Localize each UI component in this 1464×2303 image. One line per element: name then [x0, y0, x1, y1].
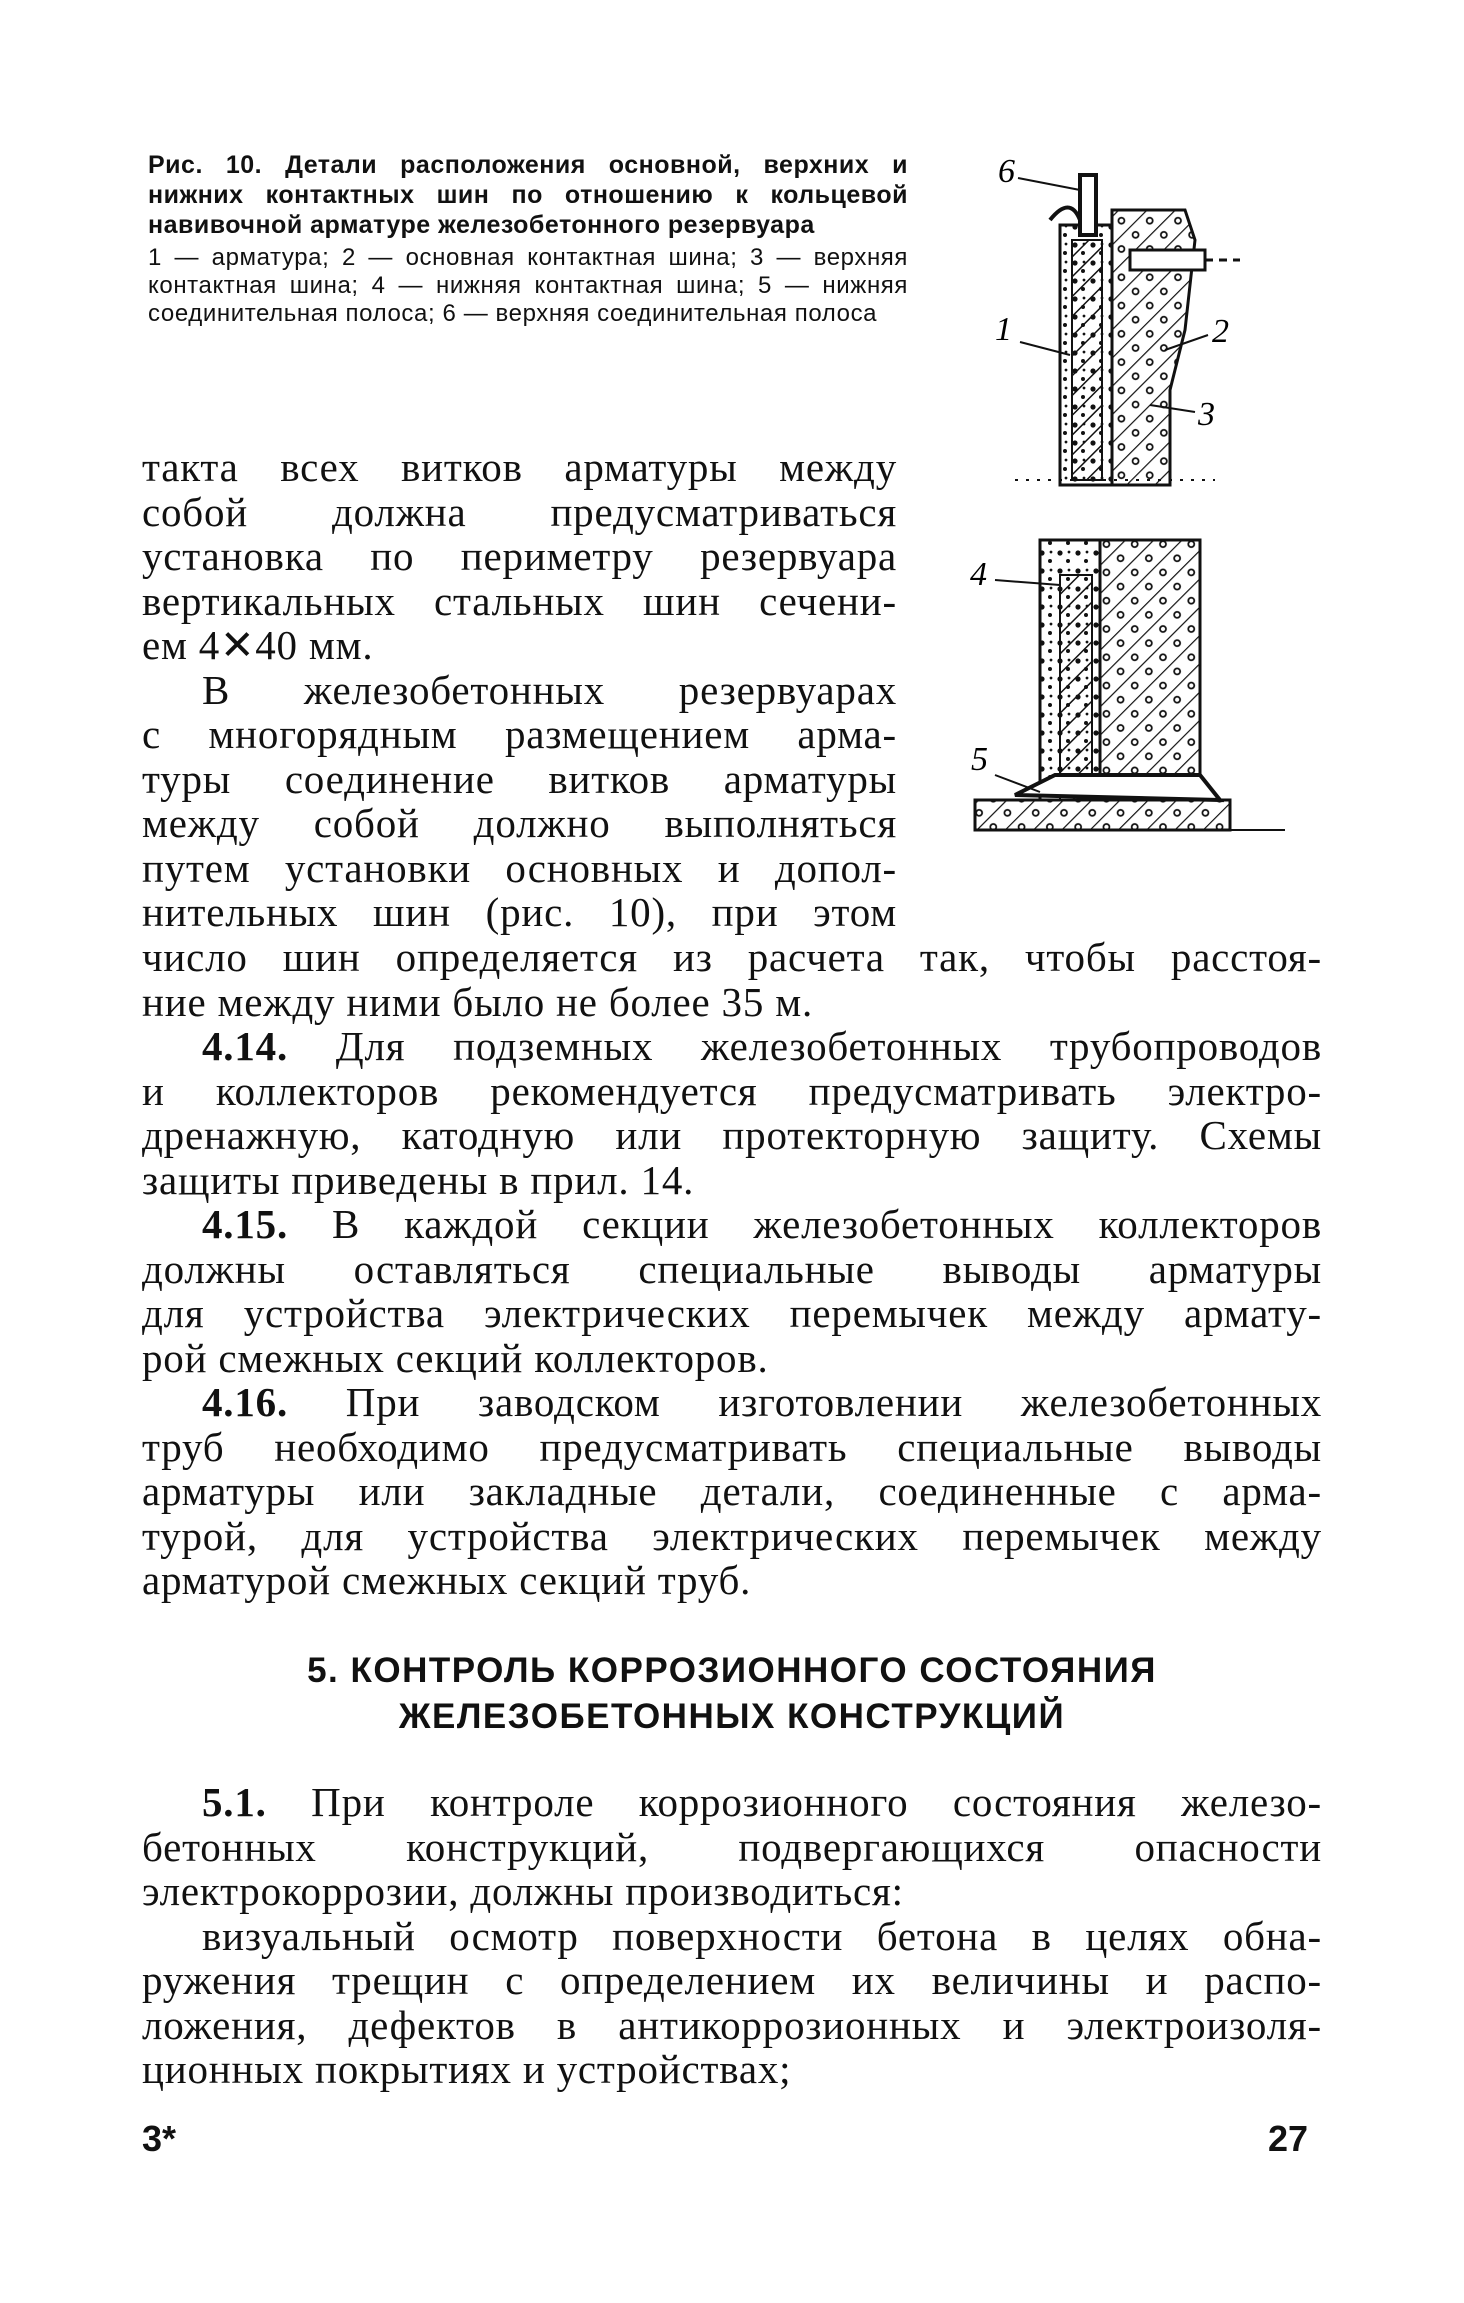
text-line: установка по периметру резервуара [142, 533, 897, 579]
section-5-text [142, 1780, 1322, 2092]
text-line: между собой должно выполняться [142, 800, 897, 846]
wall-inner-concrete-bottom [1100, 540, 1200, 800]
text-line: такта всех витков арматуры между [142, 444, 897, 490]
armature-zone [1072, 240, 1102, 480]
text-span: При контроле коррозионного состояния железо- [266, 1779, 1322, 1825]
text-line: арматурой смежных секций труб. [142, 1557, 752, 1603]
text-line: ние между ними было не более 35 м. [142, 978, 814, 1025]
text-line: туры соединение витков арматуры [142, 755, 897, 802]
text-line: собой должна предусматриваться [142, 488, 897, 535]
text-line: защиты приведены в прил. 14. [142, 1156, 695, 1203]
text-line: вертикальных стальных шин сечени- [142, 577, 897, 624]
body-text-full [142, 935, 1322, 1603]
text-line: и коллекторов рекомендуется предусматривать электро- [142, 1067, 1322, 1114]
text-line: турой, для устройства электрических перемычек между [142, 1512, 1322, 1559]
figure-label-5: 5 [971, 741, 988, 778]
footer-signature-mark: 3* [142, 2118, 177, 2159]
text-line: арматуры или закладные детали, соединенные с арма- [142, 1468, 1322, 1514]
text-span: Для подземных железобетонных трубопроводов [288, 1023, 1322, 1069]
text-line: бетонных конструкций, подвергающихся опасности [142, 1823, 1322, 1870]
text-line: труб необходимо предусматривать специальные выводы [142, 1423, 1322, 1470]
paragraph-number: 5.1. [202, 1779, 267, 1825]
figure-title-text: Детали расположения основной, верхних и нижних контактных шин по отношению к кольцевой навивочной арматуре железобетонного резервуара [148, 151, 909, 239]
text-line: В железобетонных резервуарах [202, 666, 897, 713]
section-heading-line-1: 5. КОНТРОЛЬ КОРРОЗИОННОГО СОСТОЯНИЯ [307, 1651, 1157, 1690]
figure-top-detail [980, 150, 1310, 510]
text-line: с многорядным размещением арма- [142, 711, 897, 757]
paragraph-5-1-first-line [142, 1780, 1322, 1825]
figure-label-6: 6 [998, 153, 1015, 190]
bottom-connecting-strip [1015, 775, 1220, 800]
figure-label-2: 2 [1212, 313, 1229, 350]
page-number: 27 [1268, 2118, 1309, 2159]
paragraph-number: 4.15. [202, 1201, 288, 1247]
text-line: рой смежных секций коллекторов. [142, 1334, 769, 1381]
text-span: В каждой секции железобетонных коллекторов [288, 1201, 1322, 1247]
text-line: ложения, дефектов в антикоррозионных и электроизоля- [142, 2001, 1322, 2048]
text-line: для устройства электрических перемычек между армату- [142, 1290, 1322, 1336]
body-text-narrow [142, 445, 897, 935]
text-line: ем 4✕40 мм. [142, 622, 374, 668]
text-line: электрокоррозии, должны производиться: [142, 1868, 904, 1914]
text-line: ционных покрытиях и устройствах; [142, 2046, 792, 2092]
figure-bottom-detail [965, 530, 1305, 860]
figure-label-1: 1 [995, 311, 1012, 348]
figure-caption-title [148, 150, 908, 240]
text-line: должны оставляться специальные выводы арматуры [142, 1245, 1322, 1292]
section-heading [142, 1648, 1322, 1740]
text-line: число шин определяется из расчета так, чтобы расстоя- [142, 934, 1322, 980]
text-span: При заводском изготовлении железобетонных [288, 1379, 1322, 1425]
text-line: нительных шин (рис. 10), при этом [142, 889, 897, 935]
text-line: путем установки основных и допол- [142, 844, 897, 891]
paragraph-4-15-first-line [142, 1202, 1322, 1247]
section-heading-line-2: ЖЕЛЕЗОБЕТОННЫХ КОНСТРУКЦИЙ [398, 1697, 1066, 1736]
foundation-slab [975, 800, 1230, 830]
paragraph-4-16-first-line [142, 1380, 1322, 1425]
paragraph-number: 4.14. [202, 1023, 288, 1069]
text-line: дренажную, катодную или протекторную защиту. Схемы [142, 1112, 1322, 1158]
figure-label-4: 4 [970, 556, 987, 593]
paragraph-number: 4.16. [202, 1379, 288, 1425]
text-line: визуальный осмотр поверхности бетона в целях обна- [202, 1912, 1322, 1959]
paragraph-4-14-first-line [142, 1024, 1322, 1069]
main-contact-bus [1130, 250, 1205, 270]
figure-number: Рис. 10. [148, 151, 263, 179]
top-connecting-strip [1080, 175, 1096, 235]
text-line: ружения трещин с определением их величины и распо- [142, 1957, 1322, 2003]
figure-legend: 1 — арматура; 2 — основная контактная шина; 3 — верхняя контактная шина; 4 — нижняя контактная шина; 5 — нижняя соединительная полоса; 6 — верхняя соединительная полоса [148, 244, 908, 327]
armature-zone-bottom [1060, 575, 1092, 800]
figure-label-3: 3 [1198, 396, 1215, 433]
figure-caption [148, 150, 908, 328]
